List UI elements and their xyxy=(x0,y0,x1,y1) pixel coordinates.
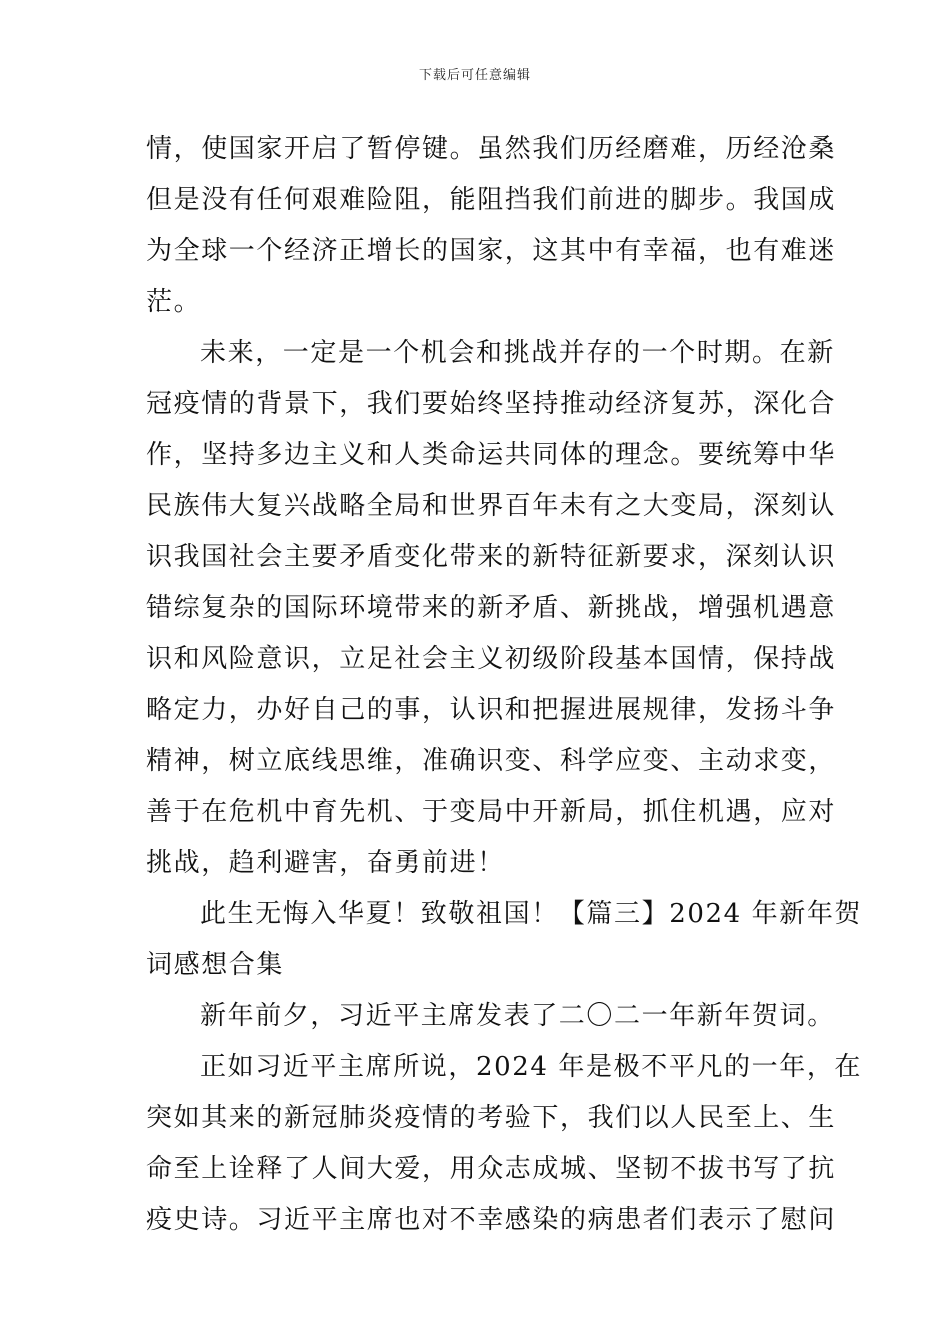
text-line: 识我国社会主要矛盾变化带来的新特征新要求，深刻认识 xyxy=(146,542,837,572)
text-line: 略定力，办好自己的事，认识和把握进展规律，发扬斗争 xyxy=(146,695,837,725)
text-line: 善于在危机中育先机、于变局中开新局，抓住机遇，应对 xyxy=(146,797,837,827)
text-line: 茫。 xyxy=(146,287,202,317)
text-line: 情，使国家开启了暂停键。虽然我们历经磨难，历经沧桑 xyxy=(146,134,837,164)
text-line: 错综复杂的国际环境带来的新矛盾、新挑战，增强机遇意 xyxy=(146,593,837,623)
paragraph xyxy=(146,124,837,328)
text-line: 新年前夕，习近平主席发表了二〇二一年新年贺词。 xyxy=(200,1001,835,1031)
text-line: 但是没有任何艰难险阻，能阻挡我们前进的脚步。我国成 xyxy=(146,185,837,215)
text-line: 疫史诗。习近平主席也对不幸感染的病患者们表示了慰问 xyxy=(146,1205,837,1235)
text-line: 命至上诠释了人间大爱，用众志成城、坚韧不拔书写了抗 xyxy=(146,1154,837,1184)
text-line: 识和风险意识，立足社会主义初级阶段基本国情，保持战 xyxy=(146,644,837,674)
text-line: 作，坚持多边主义和人类命运共同体的理念。要统筹中华 xyxy=(146,440,837,470)
paragraph xyxy=(146,1042,863,1246)
text-line: 民族伟大复兴战略全局和世界百年未有之大变局，深刻认 xyxy=(146,491,837,521)
text-line: 词感想合集 xyxy=(146,950,285,980)
text-line: 挑战，趋利避害，奋勇前进！ xyxy=(146,848,505,878)
text-line: 冠疫情的背景下，我们要始终坚持推动经济复苏，深化合 xyxy=(146,389,837,419)
text-line: 精神，树立底线思维，准确识变、科学应变、主动求变， xyxy=(146,746,837,776)
page-header: 下载后可任意编辑 xyxy=(418,68,531,83)
text-line: 突如其来的新冠肺炎疫情的考验下，我们以人民至上、生 xyxy=(146,1103,837,1133)
text-line: 正如习近平主席所说，2024 年是极不平凡的一年，在 xyxy=(200,1052,863,1082)
text-line: 此生无悔入华夏！致敬祖国！【篇三】2024 年新年贺 xyxy=(200,899,863,929)
paragraph xyxy=(146,328,837,889)
document-body xyxy=(146,124,863,1246)
text-line: 为全球一个经济正增长的国家，这其中有幸福，也有难迷 xyxy=(146,236,837,266)
paragraph xyxy=(146,991,835,1042)
text-line: 未来，一定是一个机会和挑战并存的一个时期。在新 xyxy=(200,338,835,368)
paragraph xyxy=(146,889,863,991)
